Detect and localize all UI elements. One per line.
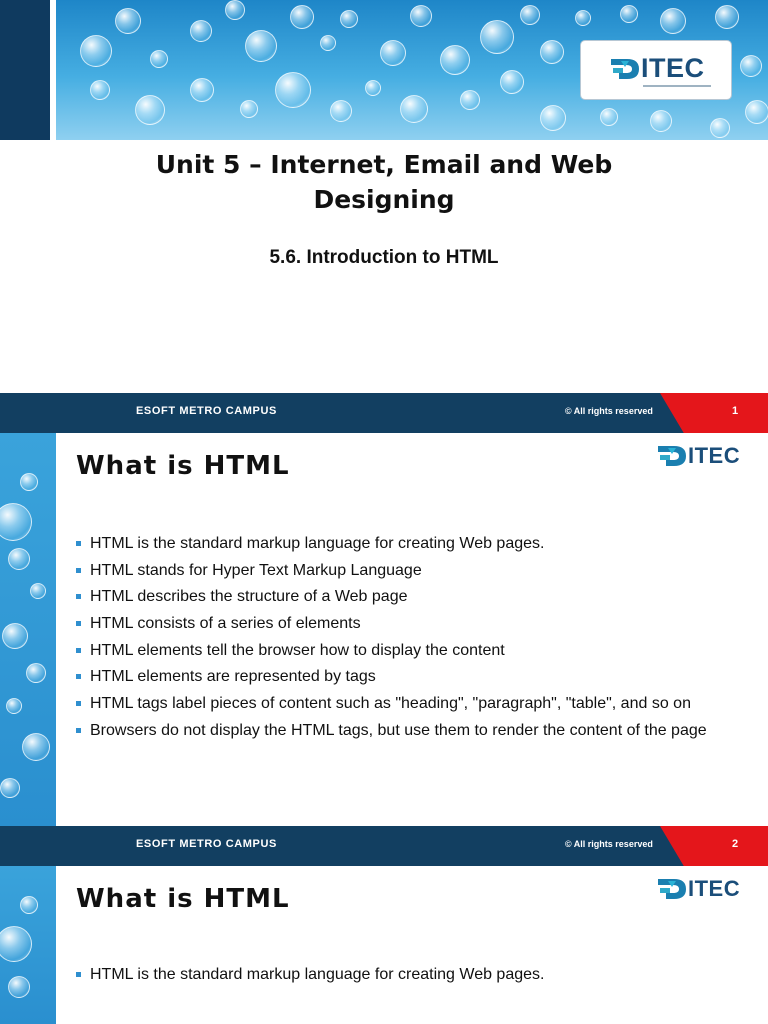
list-item: HTML describes the structure of a Web page	[76, 587, 727, 607]
logo-group	[609, 53, 705, 84]
bubble	[650, 110, 672, 132]
bubble	[660, 8, 686, 34]
slide-1	[0, 0, 768, 433]
footer-red-tab	[660, 393, 768, 433]
bubble	[540, 105, 566, 131]
bubble	[380, 40, 406, 66]
bubble	[26, 663, 46, 683]
slide-1-title	[0, 147, 768, 217]
logo-text: ITEC	[688, 876, 741, 901]
list-item: HTML consists of a series of elements	[76, 614, 727, 634]
ditec-logo-icon	[656, 876, 688, 902]
bubble	[2, 623, 28, 649]
bubble	[440, 45, 470, 75]
slide-1-title-text: Unit 5 – Internet, Email and Web Designing	[155, 150, 613, 214]
bubble	[520, 5, 540, 25]
slide-3	[0, 866, 768, 1024]
bubble	[320, 35, 336, 51]
slide-2-footer	[0, 826, 768, 866]
bubble	[710, 118, 730, 138]
bubble	[330, 100, 352, 122]
bubble	[400, 95, 428, 123]
bubble	[190, 78, 214, 102]
slide-2-content	[56, 433, 768, 826]
bubble	[740, 55, 762, 77]
bubble	[500, 70, 524, 94]
bubble	[0, 503, 32, 541]
bubble	[600, 108, 618, 126]
list-item: HTML is the standard markup language for creating Web pages.	[76, 965, 727, 985]
bubble	[715, 5, 739, 29]
bubble	[340, 10, 358, 28]
bubble	[30, 583, 46, 599]
ditec-logo-icon	[656, 443, 688, 469]
bubble	[90, 80, 110, 100]
bubble	[20, 473, 38, 491]
ditec-logo-small	[656, 443, 740, 469]
slide-2	[0, 433, 768, 866]
bubble-strip	[0, 866, 56, 1024]
bubble	[480, 20, 514, 54]
bubble	[275, 72, 311, 108]
ditec-logo-small	[656, 876, 740, 902]
bubble	[540, 40, 564, 64]
list-item: HTML tags label pieces of content such as "heading", "paragraph", "table", and so on	[76, 694, 727, 714]
list-item: HTML elements tell the browser how to display the content	[76, 641, 727, 661]
footer-red-tab	[660, 826, 768, 866]
bubble	[745, 100, 768, 124]
footer-campus: ESOFT METRO CAMPUS	[136, 838, 277, 850]
bubble	[150, 50, 168, 68]
bubble	[365, 80, 381, 96]
slide-number: 1	[732, 405, 739, 417]
bubble	[190, 20, 212, 42]
footer-rights: © All rights reserved	[565, 839, 653, 849]
logo-text: ITEC	[641, 53, 705, 83]
bubble	[0, 778, 20, 798]
list-item: HTML elements are represented by tags	[76, 667, 727, 687]
slide-1-subtitle: 5.6. Introduction to HTML	[269, 247, 499, 268]
slide-2-heading: What is HTML	[76, 451, 290, 481]
list-item: Browsers do not display the HTML tags, but use them to render the content of the page	[76, 721, 727, 741]
bubble	[80, 35, 112, 67]
ditec-logo	[580, 40, 732, 100]
slide-3-content	[56, 866, 768, 1024]
slide-number: 2	[732, 838, 739, 850]
bubble	[575, 10, 591, 26]
bubble	[410, 5, 432, 27]
footer-campus: ESOFT METRO CAMPUS	[136, 405, 277, 417]
list-item: HTML stands for Hyper Text Markup Language	[76, 561, 727, 581]
bubble-strip	[0, 433, 56, 826]
bubble	[460, 90, 480, 110]
bubble	[620, 5, 638, 23]
slide-2-bullet-list	[76, 534, 727, 748]
bubble	[20, 896, 38, 914]
logo-tagline-line	[643, 85, 711, 87]
bubble	[6, 698, 22, 714]
bubble	[22, 733, 50, 761]
list-item: HTML is the standard markup language for creating Web pages.	[76, 534, 727, 554]
bubble	[8, 548, 30, 570]
slide-1-footer	[0, 393, 768, 433]
slide-3-heading: What is HTML	[76, 884, 290, 914]
bubble	[0, 926, 32, 962]
bubble	[245, 30, 277, 62]
bubble	[240, 100, 258, 118]
banner-dark-bar	[0, 0, 50, 140]
bubble	[115, 8, 141, 34]
bubble	[8, 976, 30, 998]
bubble	[225, 0, 245, 20]
ditec-logo-icon	[609, 56, 641, 82]
logo-text: ITEC	[688, 443, 741, 468]
footer-rights: © All rights reserved	[565, 406, 653, 416]
banner-divider	[50, 0, 56, 140]
bubble	[290, 5, 314, 29]
slide-3-bullet-list	[76, 965, 727, 992]
bubble	[135, 95, 165, 125]
